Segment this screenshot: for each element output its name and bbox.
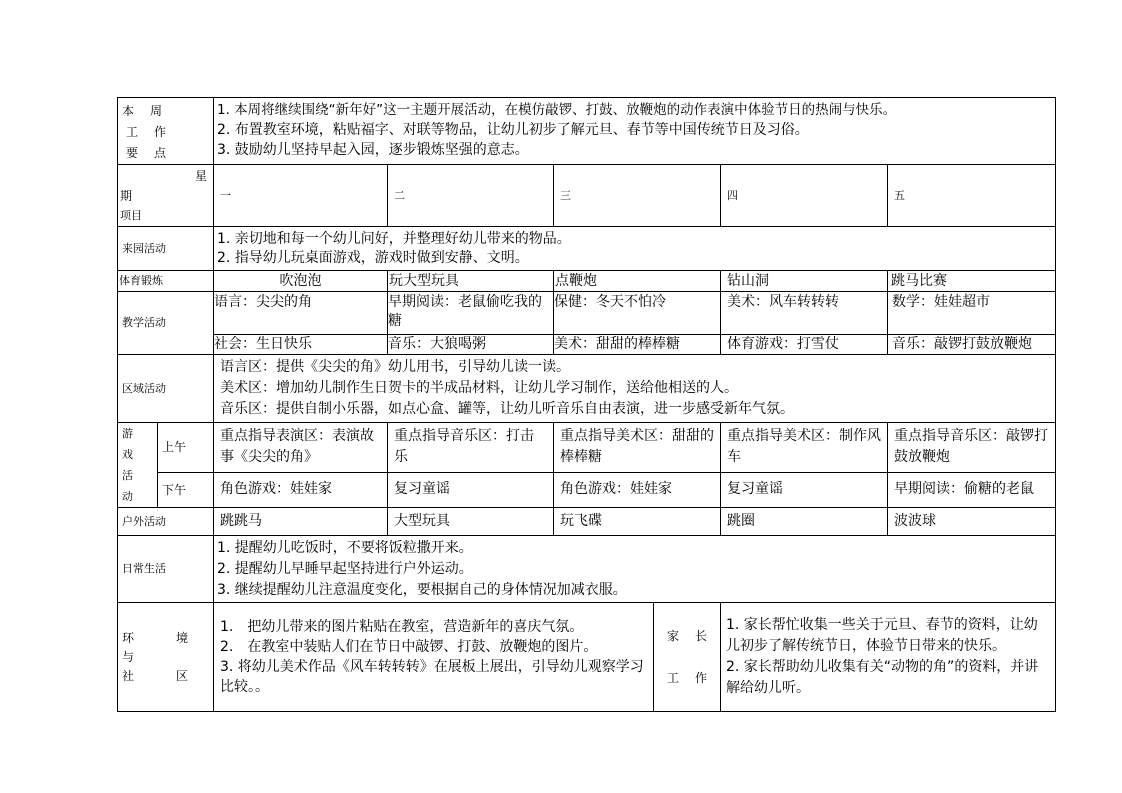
daily-content bbox=[214, 536, 1056, 603]
corner-week: 星 bbox=[194, 169, 207, 183]
daily-label: 日常生活 bbox=[118, 536, 214, 603]
teaching-item: 数学：娃娃超市 bbox=[888, 292, 1056, 335]
teaching-label: 教学活动 bbox=[118, 292, 214, 355]
header-row bbox=[118, 165, 1056, 227]
games-pm-item: 角色游戏：娃娃家 bbox=[214, 472, 388, 507]
day-header: 一 bbox=[214, 165, 388, 227]
sports-item: 跳马比赛 bbox=[888, 271, 1056, 292]
focus-line: 1. 本周将继续围绕“新年好”这一主题开展活动，在模仿敲锣、打鼓、放鞭炮的动作表演中体验节日的热闹与快乐。 bbox=[217, 102, 897, 118]
outdoor-item: 玩飞碟 bbox=[554, 508, 721, 536]
arrival-line: 2. 指导幼儿玩桌面游戏，游戏时做到安静、文明。 bbox=[217, 249, 529, 266]
env-line: 1. 把幼儿带来的图片粘贴在教室，营造新年的喜庆气氛。 bbox=[220, 619, 584, 635]
outdoor-item: 跳圈 bbox=[721, 508, 888, 536]
env-content bbox=[214, 603, 654, 712]
weekly-plan-table bbox=[117, 97, 1056, 712]
area-line: 音乐区：提供自制小乐器，如点心盒、罐等，让幼儿听音乐自由表演，进一步感受新年气氛。 bbox=[220, 401, 794, 417]
outdoor-label: 户外活动 bbox=[118, 508, 214, 536]
sports-item: 玩大型玩具 bbox=[388, 271, 554, 292]
sports-item: 钻山洞 bbox=[721, 271, 888, 292]
parents-content bbox=[721, 603, 1056, 712]
parents-line: 2. 家长帮助幼儿收集有关“动物的角”的资料，并讲解给幼儿听。 bbox=[726, 659, 1039, 696]
env-row bbox=[118, 603, 1056, 712]
focus-line: 2. 布置教室环境，粘贴福字、对联等物品，让幼儿初步了解元旦、春节等中国传统节日及习俗。 bbox=[217, 122, 809, 138]
teaching-item: 音乐：大狼喝粥 bbox=[388, 335, 554, 355]
weekly-plan-sheet bbox=[117, 97, 1055, 712]
focus-label: 本 周 工 作 要 点 bbox=[118, 98, 214, 165]
sports-label: 体育锻炼 bbox=[118, 271, 214, 292]
daily-row bbox=[118, 536, 1056, 603]
teaching-item: 保健：冬天不怕冷 bbox=[554, 292, 721, 335]
sports-item: 吹泡泡 bbox=[214, 271, 388, 292]
teaching-item: 社会：生日快乐 bbox=[214, 335, 388, 355]
focus-line: 3. 鼓励幼儿坚持早起入园，逐步锻炼坚强的意志。 bbox=[217, 142, 529, 158]
arrival-line: 1. 亲切地和每一个幼儿问好，并整理好幼儿带来的物品。 bbox=[217, 230, 571, 247]
env-line: 3. 将幼儿美术作品《风车转转转》在展板上展出，引导幼儿观察学习比较。。 bbox=[220, 659, 644, 695]
teaching-item: 早期阅读：老鼠偷吃我的糖 bbox=[388, 292, 554, 335]
daily-line: 2. 提醒幼儿早睡早起坚持进行户外运动。 bbox=[217, 560, 473, 577]
arrival-row bbox=[118, 227, 1056, 271]
corner-day: 期 bbox=[120, 189, 133, 203]
outdoor-item: 大型玩具 bbox=[388, 508, 554, 536]
sports-item: 点鞭炮 bbox=[554, 271, 721, 292]
teaching-item: 语言：尖尖的角 bbox=[214, 292, 388, 335]
focus-row bbox=[118, 98, 1056, 165]
daily-line: 3. 继续提醒幼儿注意温度变化，要根据自己的身体情况加减衣服。 bbox=[217, 581, 627, 598]
games-am-row bbox=[118, 423, 1056, 473]
day-header: 四 bbox=[721, 165, 888, 227]
games-pm-label: 下午 bbox=[158, 472, 214, 507]
teaching-item: 美术：甜甜的棒棒糖 bbox=[554, 335, 721, 355]
day-header: 二 bbox=[388, 165, 554, 227]
games-pm-row bbox=[118, 472, 1056, 507]
focus-content bbox=[214, 98, 1056, 165]
games-pm-item: 早期阅读：偷糖的老鼠 bbox=[888, 472, 1056, 507]
games-am-item: 重点指导美术区：甜甜的棒棒糖 bbox=[554, 423, 721, 473]
parents-line: 1. 家长帮忙收集一些关于元旦、春节的资料，让幼儿初步了解传统节日，体验节日带来的快乐。 bbox=[726, 617, 1038, 654]
games-pm-item: 角色游戏：娃娃家 bbox=[554, 472, 721, 507]
games-am-item: 重点指导音乐区：敲锣打鼓放鞭炮 bbox=[888, 423, 1056, 473]
outdoor-item: 波波球 bbox=[888, 508, 1056, 536]
day-header: 五 bbox=[888, 165, 1056, 227]
teaching-row-1 bbox=[118, 292, 1056, 335]
outdoor-item: 跳跳马 bbox=[214, 508, 388, 536]
area-line: 语言区：提供《尖尖的角》幼儿用书，引导幼儿读一读。 bbox=[220, 359, 570, 375]
env-label: 环 境 与 社 区 bbox=[118, 603, 214, 712]
sports-row bbox=[118, 271, 1056, 292]
games-pm-item: 复习童谣 bbox=[388, 472, 554, 507]
games-am-item: 重点指导美术区：制作风车 bbox=[721, 423, 888, 473]
arrival-content bbox=[214, 227, 1056, 271]
games-am-item: 重点指导音乐区：打击乐 bbox=[388, 423, 554, 473]
env-line: 2. 在教室中装贴人们在节日中敲锣、打鼓、放鞭炮的图片。 bbox=[220, 639, 598, 655]
area-content bbox=[214, 355, 1056, 423]
teaching-item: 体育游戏：打雪仗 bbox=[721, 335, 888, 355]
games-am-item: 重点指导表演区：表演故事《尖尖的角》 bbox=[214, 423, 388, 473]
teaching-item: 美术：风车转转转 bbox=[721, 292, 888, 335]
games-pm-item: 复习童谣 bbox=[721, 472, 888, 507]
area-line: 美术区：增加幼儿制作生日贺卡的半成品材料，让幼儿学习制作，送给他相送的人。 bbox=[220, 380, 738, 396]
games-label: 游 戏 活 动 bbox=[118, 423, 158, 508]
header-corner bbox=[118, 165, 214, 227]
arrival-label: 来园活动 bbox=[118, 227, 214, 271]
area-label: 区域活动 bbox=[118, 355, 214, 423]
area-row bbox=[118, 355, 1056, 423]
corner-item: 项目 bbox=[120, 209, 142, 222]
teaching-item: 音乐：敲锣打鼓放鞭炮 bbox=[888, 335, 1056, 355]
daily-line: 1. 提醒幼儿吃饭时，不要将饭粒撒开来。 bbox=[217, 539, 473, 556]
parents-label: 家 长 工 作 bbox=[654, 603, 721, 712]
teaching-row-2 bbox=[118, 335, 1056, 355]
games-am-label: 上午 bbox=[158, 423, 214, 473]
outdoor-row bbox=[118, 508, 1056, 536]
day-header: 三 bbox=[554, 165, 721, 227]
